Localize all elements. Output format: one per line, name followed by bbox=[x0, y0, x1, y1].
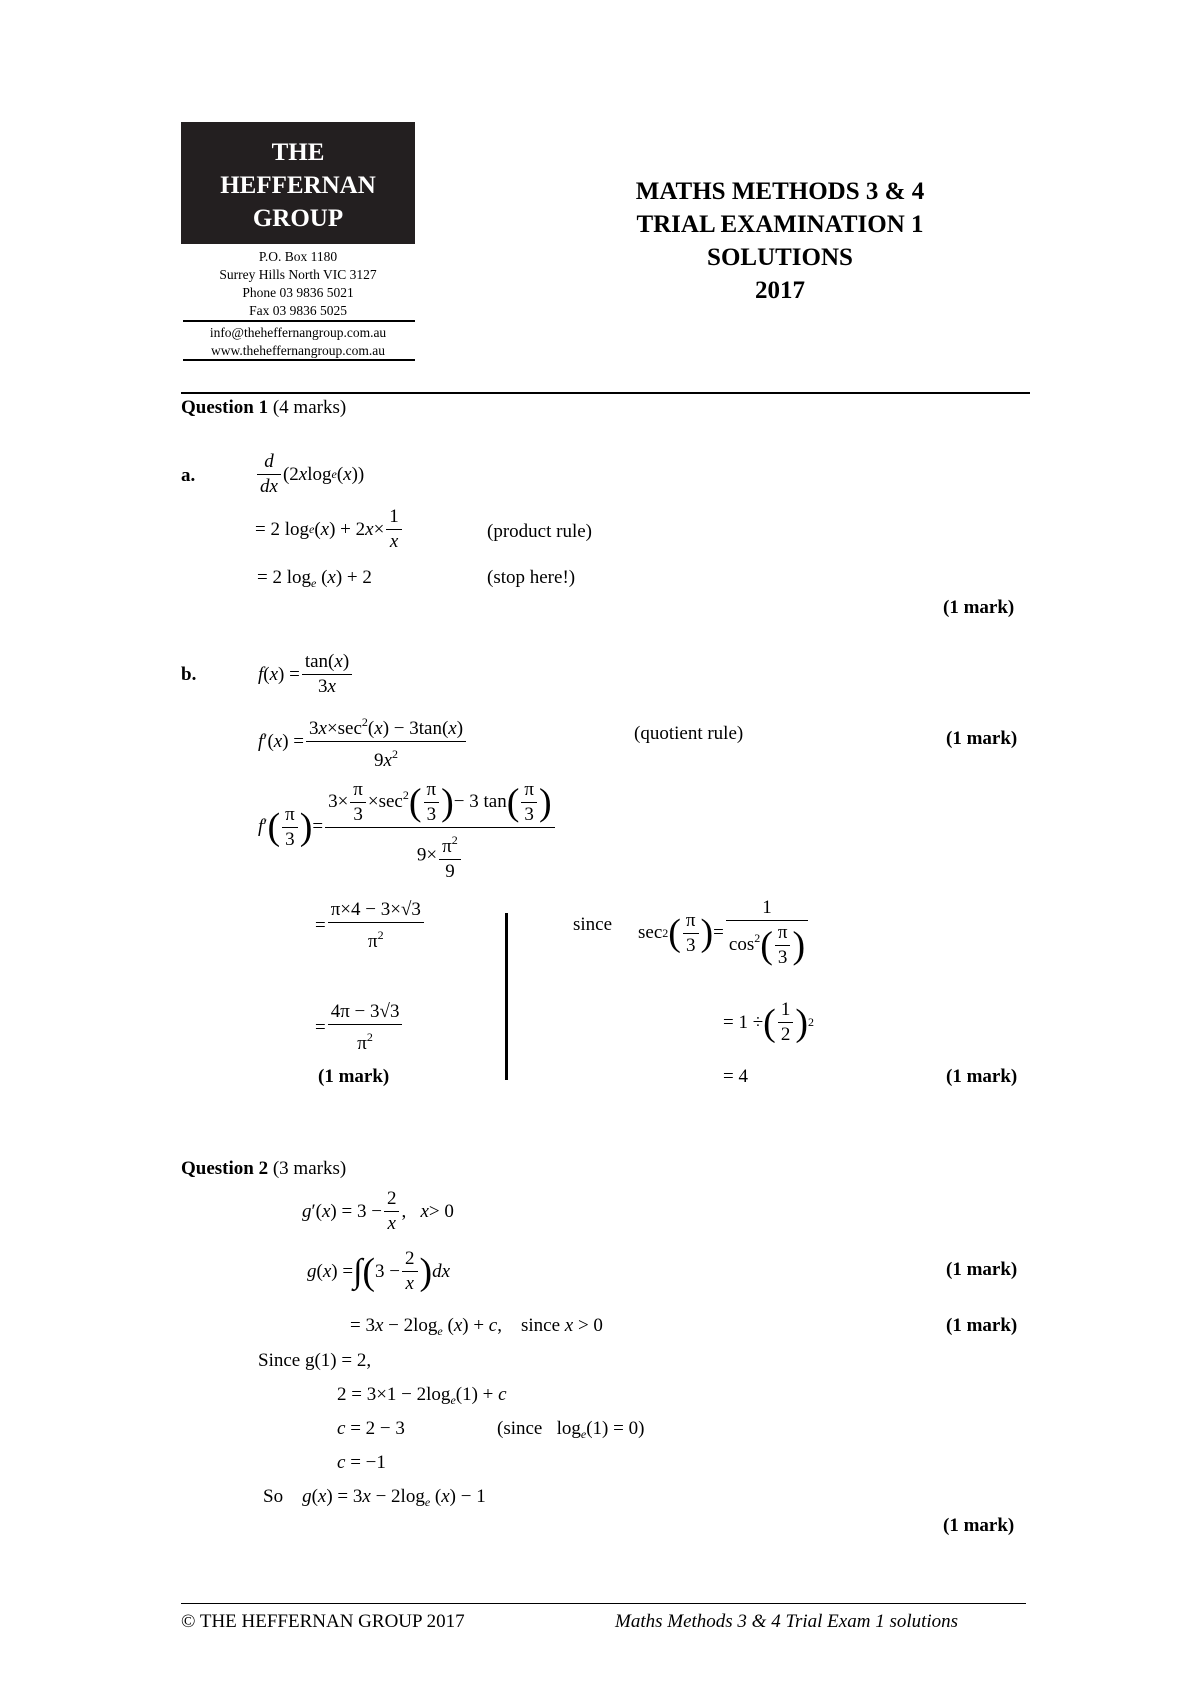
q1b-label: b. bbox=[181, 664, 197, 685]
q1b-step2: = $\frac{4\pi - 3√3}{\pi^2}$ bbox=[315, 1000, 404, 1056]
sec-result: = 4 bbox=[723, 1066, 748, 1087]
footer-rule bbox=[181, 1603, 1026, 1604]
q1b-step1: = $\frac{\pi\times 4 - 3\times√3}{\pi^2}$ bbox=[315, 898, 426, 954]
q1a-label: a. bbox=[181, 465, 196, 486]
address-line: Surrey Hills North VIC 3127 bbox=[219, 267, 377, 282]
q2-sub: $2 = 3\times 1 - 2\log_e(1) + c$ bbox=[337, 1384, 507, 1407]
q2-condition: Since g(1) = 2, bbox=[258, 1350, 372, 1371]
q1-marks: (4 marks) bbox=[272, 397, 347, 418]
logo-address bbox=[181, 248, 415, 320]
title-line: SOLUTIONS bbox=[707, 244, 853, 271]
q2-heading bbox=[181, 1158, 346, 1180]
q2-c1: c = 2 − 3 bbox=[337, 1418, 405, 1439]
q2-gprime: g ′( x ) = 3 − $\frac{2}{x}$ , x > 0 bbox=[302, 1188, 454, 1234]
q1b-fx: f ( x ) = $\frac{\tan(x)}{3x}$ bbox=[258, 650, 354, 699]
header-rule bbox=[181, 392, 1030, 394]
q1-heading bbox=[181, 397, 346, 419]
q1a-line3: = 2 $\log_e (x) + 2$ bbox=[257, 567, 372, 590]
q2-integral: g ( x ) = ∫ ( 3 − $\frac{2}{x}$ ) dx bbox=[307, 1248, 451, 1294]
mark-label: (1 mark) bbox=[943, 597, 1015, 618]
title-line: MATHS METHODS 3 & 4 bbox=[635, 178, 925, 205]
contact-website: www.theheffernangroup.com.au bbox=[211, 343, 385, 358]
footer-copyright: © THE HEFFERNAN GROUP 2017 bbox=[181, 1611, 465, 1632]
q2-marks: (3 marks) bbox=[272, 1158, 347, 1179]
since-label: since bbox=[573, 914, 613, 935]
logo-contact bbox=[181, 324, 415, 360]
separator-bar bbox=[505, 913, 508, 1080]
q1b-fprime-pi3: f ′ ( $\frac{\pi}{3}$ ) = 3× $\frac{\pi}{3}$ $\times\sec^2$( $\frac{\pi}{3}$ )− 3 tan( $\frac{\pi}{3}$ ) 9× $\frac{\pi^2}{9}$ bbox=[258, 770, 557, 884]
mark-label: (1 mark) bbox=[946, 1315, 1018, 1336]
logo-line-1: THE bbox=[271, 139, 325, 166]
mark-label: (1 mark) bbox=[943, 1515, 1015, 1536]
contact-email: info@theheffernangroup.com.au bbox=[209, 325, 387, 340]
logo-line-3: GROUP bbox=[252, 205, 344, 232]
q2-title: Question 2 bbox=[181, 1158, 269, 1179]
q2-note: (since $\log_e(1) = 0$) bbox=[497, 1418, 645, 1441]
document-title bbox=[590, 175, 970, 307]
q2-antiderivative: = $3x - 2\log_e$ (x) + c, since x > 0 bbox=[350, 1315, 603, 1338]
stop-here-note: (stop here!) bbox=[487, 567, 576, 588]
address-line: P.O. Box 1180 bbox=[258, 249, 338, 264]
title-line: TRIAL EXAMINATION 1 bbox=[636, 211, 924, 238]
product-rule-note: (product rule) bbox=[487, 521, 592, 542]
title-line: 2017 bbox=[755, 277, 805, 304]
address-line: Fax 03 9836 5025 bbox=[249, 303, 347, 318]
q1a-line1: $\frac{d}{dx}$ (2 x log e ( x )) bbox=[255, 450, 364, 499]
logo-divider bbox=[183, 320, 415, 322]
q1-title: Question 1 bbox=[181, 397, 269, 418]
sec-step: = 1 ÷ ( $\frac{1}{2}$ ) 2 bbox=[723, 999, 814, 1045]
mark-label: (1 mark) bbox=[946, 1259, 1018, 1280]
q1a-line2: = 2 log e ( x ) + 2 x × $\frac{1}{x}$ bbox=[255, 505, 404, 554]
quotient-rule-note: (quotient rule) bbox=[634, 723, 744, 744]
q2-result: So $g(x) = 3x - 2\log_e$ (x) − 1 bbox=[263, 1486, 486, 1509]
logo-divider bbox=[183, 359, 415, 361]
sec-identity: sec 2 ( $\frac{\pi}{3}$ ) = 1 $\cos^2$( $\frac{\pi}{3}$ ) bbox=[638, 896, 810, 970]
logo bbox=[181, 122, 415, 244]
mark-label: (1 mark) bbox=[318, 1066, 390, 1087]
footer-doc-title: Maths Methods 3 & 4 Trial Exam 1 solutions bbox=[615, 1611, 959, 1632]
so-label: So bbox=[263, 1486, 284, 1507]
address-line: Phone 03 9836 5021 bbox=[242, 285, 354, 300]
logo-line-2: HEFFERNAN bbox=[220, 172, 376, 199]
q1b-fprime: f ′( x ) = $\frac{3x\times\sec^2(x) - 3\tan(x)}{9x^2}$ bbox=[258, 710, 468, 773]
q2-c2: c = −1 bbox=[337, 1452, 386, 1473]
mark-label: (1 mark) bbox=[946, 728, 1018, 749]
mark-label: (1 mark) bbox=[946, 1066, 1018, 1087]
